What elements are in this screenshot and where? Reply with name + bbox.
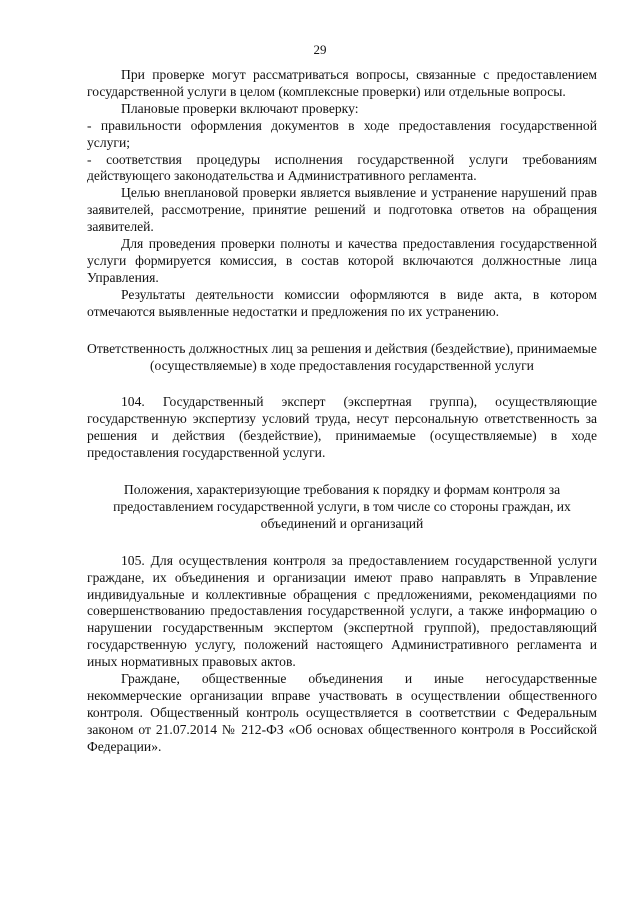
paragraph-planned-inspections: Плановые проверки включают проверку: (121, 100, 359, 116)
paragraph-commission: Для проведения проверки полноты и качества предоставления государственной услуги формируется комиссия, в состав которой включаются должностные лица Управления. (87, 236, 597, 285)
paragraph-104: 104. Государственный эксперт (экспертная группа), осуществляющие государственную экспертизу условий труда, несут персональную ответственность за решения и действия (бездействие), принимаемые (осуществляемые) в ходе предоставления государственной услуги. (87, 394, 597, 461)
list-item-compliance: - соответствия процедуры исполнения государственной услуги требованиям действующего законодательства и Административного регламента. (87, 151, 597, 184)
paragraph-commission-results: Результаты деятельности комиссии оформляются в виде акта, в котором отмечаются выявленные недостатки и предложения по их устранению. (87, 286, 597, 319)
section-heading-control: Положения, характеризующие требования к порядку и формам контроля за предоставлением государственной услуги, в том числе со стороны граждан, их объединений и организаций (113, 482, 571, 531)
page-number: 29 (313, 42, 327, 57)
paragraph-public-control: Граждане, общественные объединения и иные негосударственные некоммерческие организации вправе участвовать в осуществлении общественного контроля. Общественный контроль осуществляется в соответствии с Федеральным законом от 21.07.2014 № 212-ФЗ «Об основах общественного контроля в Российской Федерации». (87, 671, 597, 754)
list-item-documents: - правильности оформления документов в ходе предоставления государственной услуги; (87, 117, 597, 150)
document-body (87, 67, 597, 756)
paragraph-unscheduled-inspection: Целью внеплановой проверки является выявление и устранение нарушений прав заявителей, рассмотрение, принятие решений и подготовка ответов на обращения заявителей. (87, 185, 597, 235)
section-heading-responsibility: Ответственность должностных лиц за решения и действия (бездействие), принимаемые (осуществляемые) в ходе предоставления государственной услуги (87, 340, 597, 373)
paragraph-inspection-scope: При проверке могут рассматриваться вопросы, связанные с предоставлением государственной услуги в целом (комплексные проверки) или отдельные вопросы. (87, 67, 597, 99)
paragraph-105: 105. Для осуществления контроля за предоставлением государственной услуги граждане, их объединения и организации имеют право направлять в Управление индивидуальные и коллективные обращения с предложениями, рекомендациями по совершенствованию предоставления государственной услуги, а также информацию о нарушении государственным экспертом (экспертной группой), предоставляющий государственную услугу, положений настоящего Административного регламента и иных нормативных правовых актов. (87, 552, 597, 670)
